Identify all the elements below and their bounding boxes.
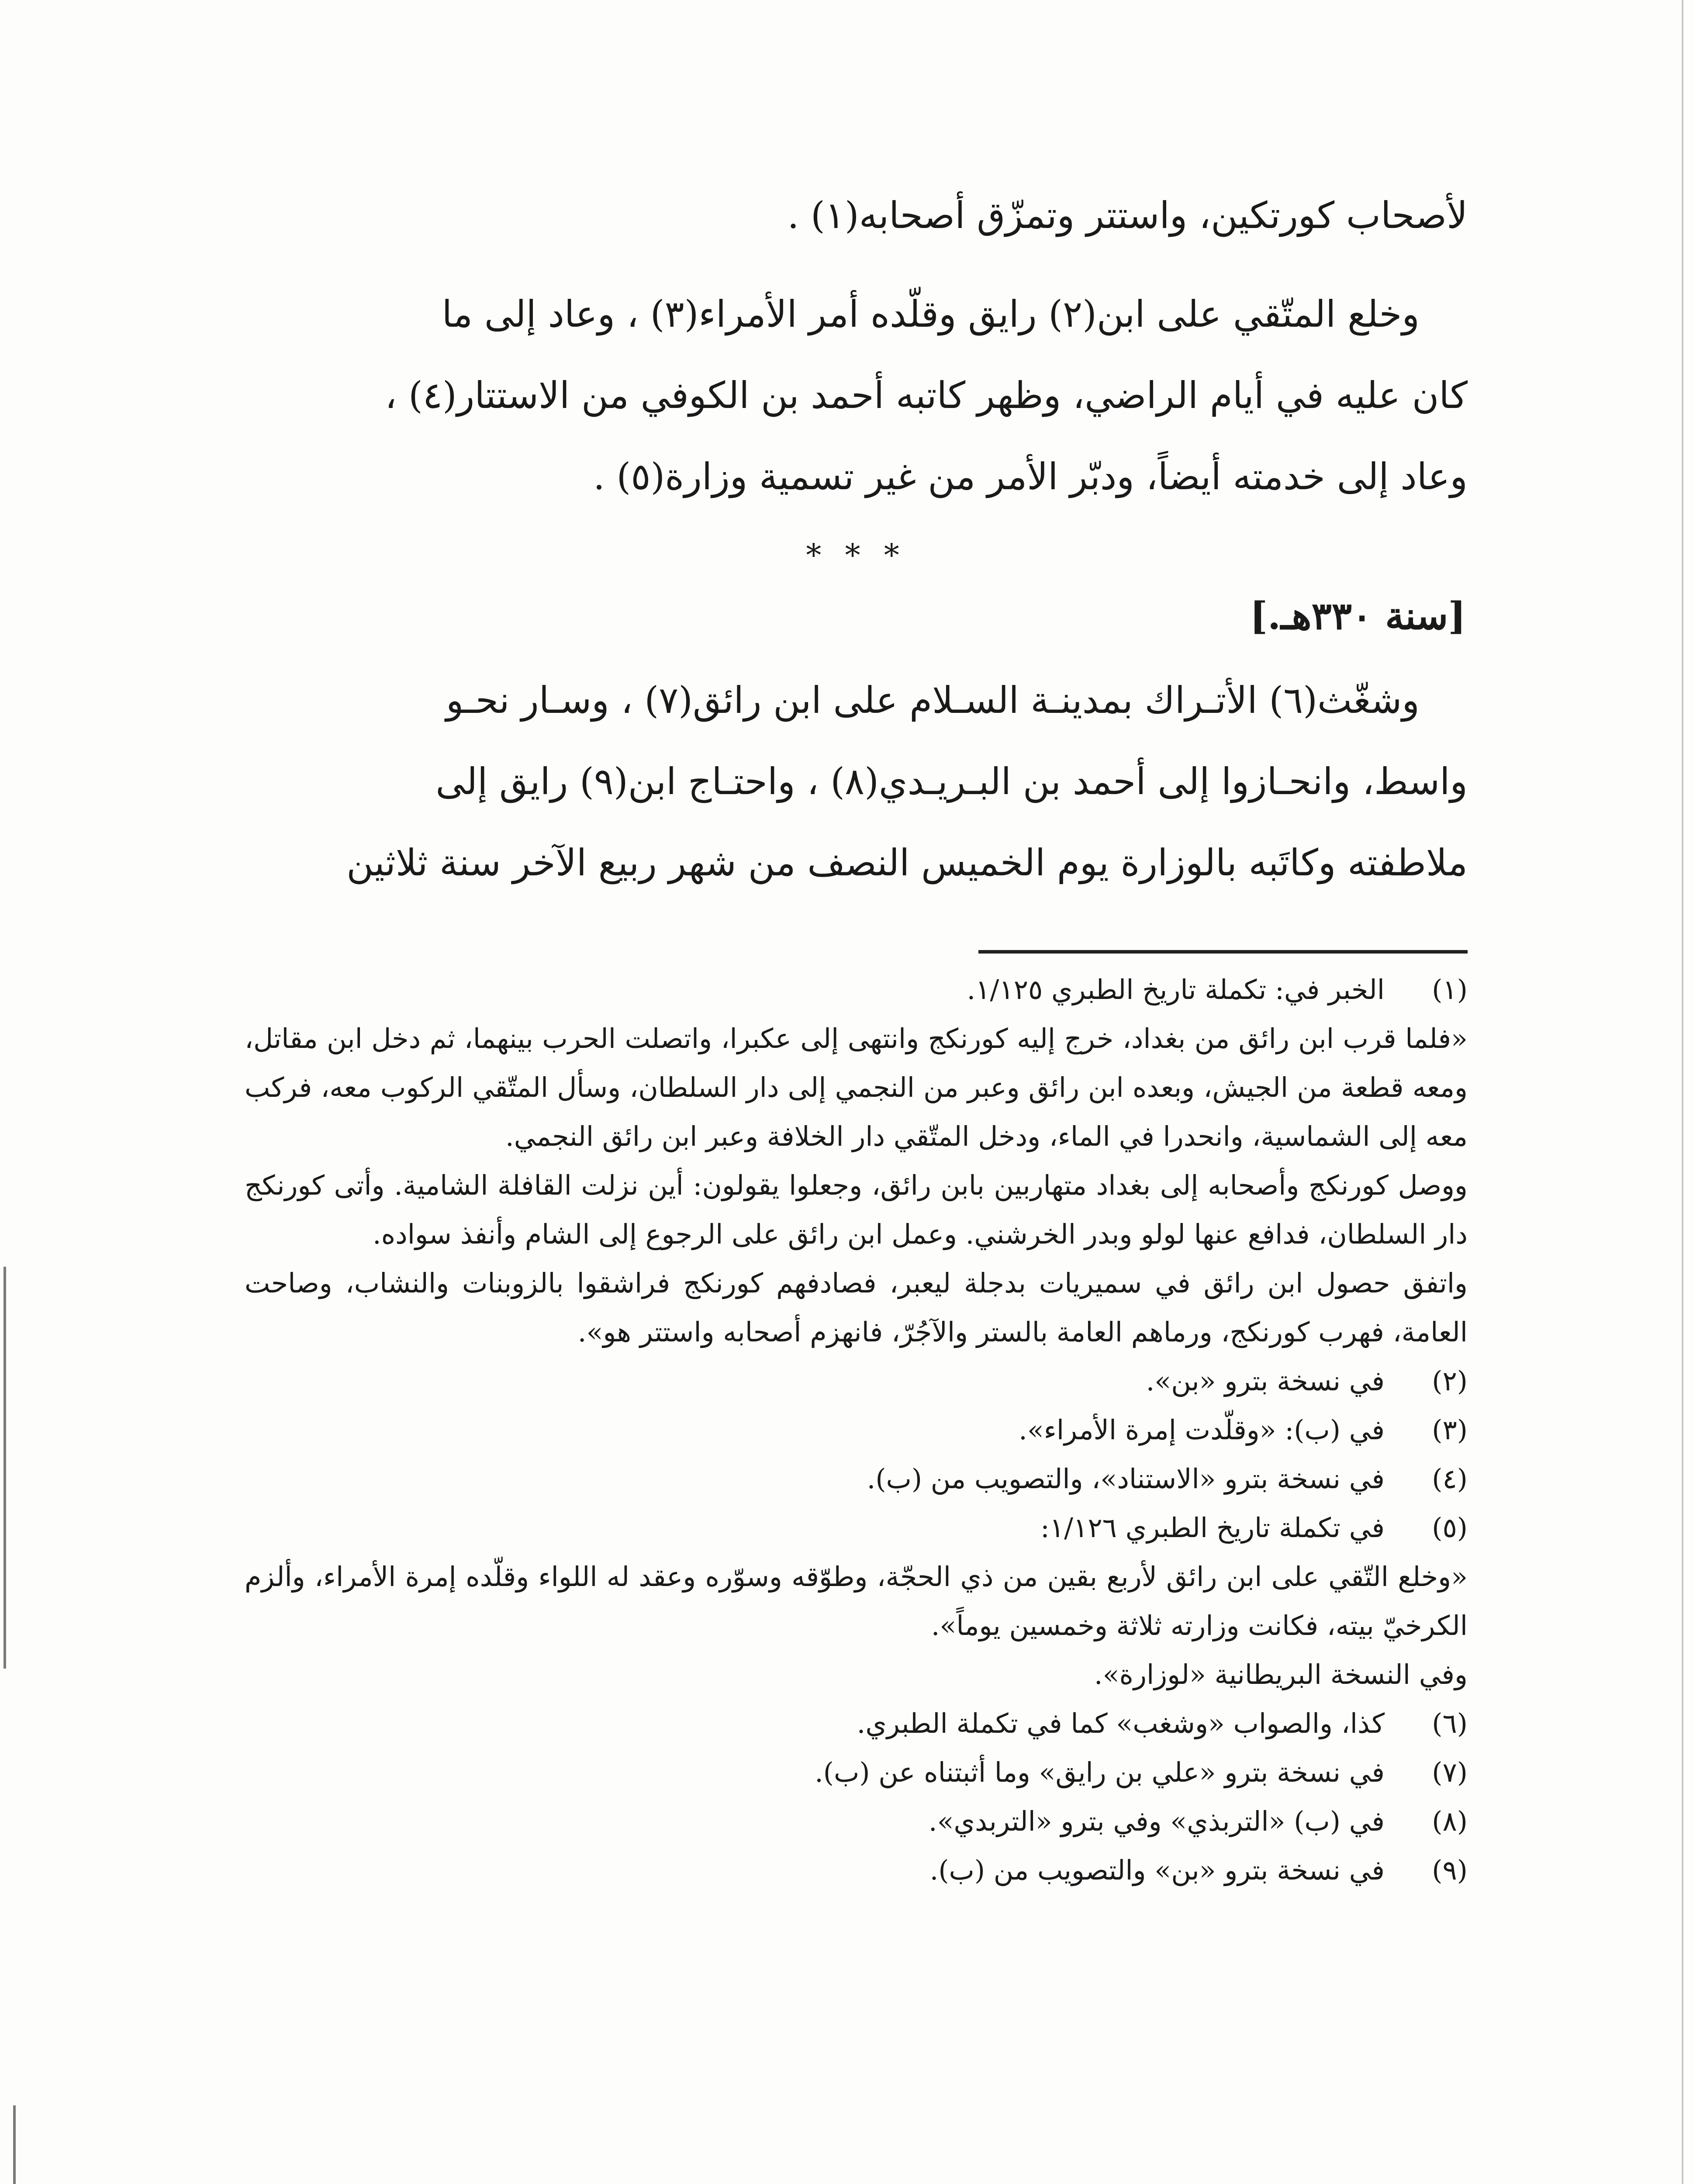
footnote-5 <box>245 1503 1468 1552</box>
footnote-1 <box>245 965 1468 1014</box>
footnote-quote: وفي النسخة البريطانية «لوزارة». <box>1094 1659 1468 1690</box>
footnote-text: في نسخة بترو «بن» والتصويب من (ب). <box>929 1854 1385 1886</box>
main-line: وخلع المتّقي على ابن(٢) رايق وقلّده أمر الأمراء(٣) ، وعاد إلى ما <box>442 293 1420 335</box>
main-line: لأصحاب كورتكين، واستتر وتمزّق أصحابه(١) . <box>787 194 1468 237</box>
footnote-number: (١) <box>1432 974 1468 1006</box>
main-text-block-2 <box>245 660 1468 903</box>
footnote-text: كذا، والصواب «وشغب» كما في تكملة الطبري. <box>857 1707 1385 1739</box>
footnote-number: (٥) <box>1432 1512 1468 1544</box>
footnote-quote: ووصل كورنكج وأصحابه إلى بغداد متهاربين بابن رائق، وجعلوا يقولون: أين نزلت القافلة الشامية. وأتى كورنكج دار السلطان، فدافع عنها لولو وبدر الخرشني. وعمل ابن رائق على الرجوع إلى الشام وأنفذ سواده. <box>245 1169 1468 1250</box>
main-line: واسط، وانحـازوا إلى أحمد بن البـريـدي(٨) ، واحتـاج ابن(٩) رايق إلى <box>435 760 1468 803</box>
footnote-7 <box>245 1748 1468 1797</box>
year-heading: [سنة ٣٣٠هـ.] <box>1250 594 1466 638</box>
footnote-number: (٢) <box>1432 1365 1468 1397</box>
footnote-number: (٨) <box>1432 1805 1468 1837</box>
footnote-number: (٤) <box>1432 1463 1468 1495</box>
footnote-divider <box>978 950 1468 954</box>
footnote-number: (٧) <box>1432 1756 1468 1788</box>
footnote-2 <box>245 1357 1468 1406</box>
footnote-text: في نسخة بترو «الاستناد»، والتصويب من (ب). <box>867 1463 1385 1495</box>
footnote-number: (٩) <box>1432 1854 1468 1886</box>
footnote-text: في نسخة بترو «علي بن رايق» وما أثبتناه عن (ب). <box>815 1756 1385 1788</box>
footnote-text: في نسخة بترو «بن». <box>1146 1365 1385 1397</box>
scan-edge-line <box>3 1267 6 1669</box>
scan-edge-line <box>1682 0 1683 2184</box>
footnote-text: في (ب) «التربذي» وفي بترو «التربدي». <box>928 1805 1385 1837</box>
footnote-number: (٣) <box>1432 1414 1468 1446</box>
section-separator: * * * <box>806 537 906 573</box>
footnotes <box>245 965 1468 1895</box>
footnote-3 <box>245 1406 1468 1455</box>
footnote-number: (٦) <box>1432 1707 1468 1739</box>
footnote-8 <box>245 1797 1468 1846</box>
main-line: وعاد إلى خدمته أيضاً، ودبّر الأمر من غير تسمية وزارة(٥) . <box>593 455 1468 498</box>
footnote-4 <box>245 1455 1468 1503</box>
footnote-6 <box>245 1699 1468 1748</box>
scan-edge-line <box>13 2105 16 2184</box>
footnote-text: الخبر في: تكملة تاريخ الطبري ١/١٢٥. <box>967 974 1385 1006</box>
footnote-quote: واتفق حصول ابن رائق في سميريات بدجلة ليعبر، فصادفهم كورنكج فراشقوا بالزوبنات والنشاب، وصاحت العامة، فهرب كورنكج، ورماهم العامة بالستر والآجُرّ، فانهزم أصحابه واستتر هو». <box>245 1267 1468 1348</box>
footnote-quote: «فلما قرب ابن رائق من بغداد، خرج إليه كورنكج وانتهى إلى عكبرا، واتصلت الحرب بينهما، ثم دخل ابن مقاتل، ومعه قطعة من الجيش، وبعده ابن رائق وعبر من النجمي إلى دار السلطان، وسأل المتّقي الركوب معه، فركب معه إلى الشماسية، وانحدرا في الماء، ودخل المتّقي دار الخلافة وعبر ابن رائق النجمي. <box>245 1023 1468 1152</box>
footnote-text: في تكملة تاريخ الطبري ١/١٢٦: <box>1040 1512 1385 1544</box>
main-line: وشغّث(٦) الأتـراك بمدينـة السـلام على ابن رائق(٧) ، وسـار نحـو <box>446 679 1420 722</box>
main-line: ملاطفته وكاتَبه بالوزارة يوم الخميس النصف من شهر ربيع الآخر سنة ثلاثين <box>346 841 1468 884</box>
main-line: كان عليه في أيام الراضي، وظهر كاتبه أحمد بن الكوفي من الاستتار(٤) ، <box>385 374 1468 417</box>
footnote-9 <box>245 1846 1468 1895</box>
footnote-text: في (ب): «وقلّدت إمرة الأمراء». <box>1019 1414 1385 1446</box>
footnote-quote: «وخلع التّقي على ابن رائق لأربع بقين من ذي الحجّة، وطوّقه وسوّره وعقد له اللواء وقلّده إمرة الأمراء، وألزم الكرخيّ بيته، فكانت وزارته ثلاثة وخمسين يوماً». <box>245 1561 1468 1641</box>
main-text-block-1 <box>245 175 1468 517</box>
